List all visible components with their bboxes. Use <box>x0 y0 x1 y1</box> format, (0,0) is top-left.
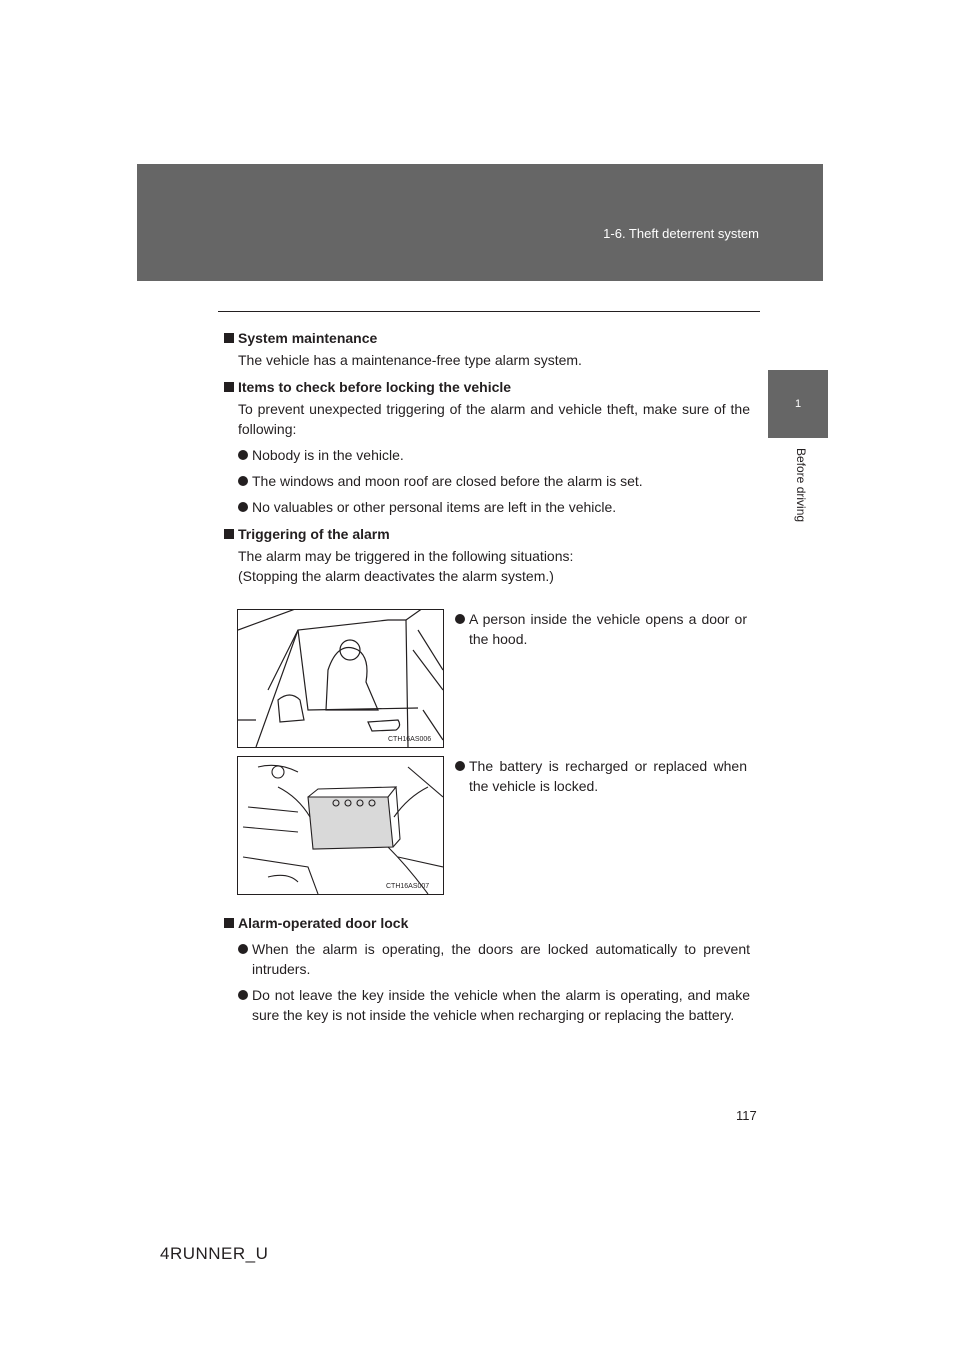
list-item: A person inside the vehicle opens a door or the hood. <box>455 609 747 649</box>
bullet-dot-icon <box>238 450 248 460</box>
bullet-dot-icon <box>238 990 248 1000</box>
paragraph: To prevent unexpected triggering of the alarm and vehicle theft, make sure of the following: <box>238 401 750 437</box>
list-item: Nobody is in the vehicle. <box>238 445 750 465</box>
heading-triggering: Triggering of the alarm <box>224 524 750 544</box>
square-bullet-icon <box>224 529 234 539</box>
list-item: The windows and moon roof are closed before the alarm is set. <box>238 471 750 491</box>
chapter-number: 1 <box>794 398 802 410</box>
model-code: 4RUNNER_U <box>160 1244 269 1263</box>
battery-illustration-icon <box>238 757 443 894</box>
list-item: No valuables or other personal items are left in the vehicle. <box>238 497 750 517</box>
figure-caption <box>455 756 747 796</box>
illustration-door-open <box>237 609 444 748</box>
car-door-illustration-icon <box>238 610 443 747</box>
svg-text:CTH16AS006: CTH16AS006 <box>388 736 432 743</box>
heading-door-lock: Alarm-operated door lock <box>224 913 750 933</box>
heading-items-to-check: Items to check before locking the vehicle <box>224 377 750 397</box>
page-number: 117 <box>736 1108 757 1123</box>
bullet-dot-icon <box>238 476 248 486</box>
figure-caption <box>455 609 747 649</box>
bullet-dot-icon <box>238 944 248 954</box>
heading-system-maintenance: System maintenance <box>224 328 750 348</box>
door-lock-section <box>224 913 750 1025</box>
chapter-tab <box>768 370 828 438</box>
list-item: The battery is recharged or replaced when the vehicle is locked. <box>455 756 747 796</box>
paragraph: The vehicle has a maintenance-free type alarm system. <box>238 352 582 368</box>
bullet-dot-icon <box>238 502 248 512</box>
paragraph: The alarm may be triggered in the following situations: (Stopping the alarm deactivates the alarm system.) <box>238 548 574 584</box>
header-band <box>137 164 823 281</box>
illustration-battery <box>237 756 444 895</box>
top-rule <box>218 311 760 312</box>
square-bullet-icon <box>224 382 234 392</box>
svg-text:CTH16AS007: CTH16AS007 <box>386 883 430 890</box>
section-title: 1-6. Theft deterrent system <box>603 226 759 241</box>
main-content <box>224 328 750 586</box>
bullet-dot-icon <box>455 614 465 624</box>
list-item: Do not leave the key inside the vehicle when the alarm is operating, and make sure the key is not inside the vehicle when recharging or replacing the battery. <box>238 985 750 1025</box>
list-item: When the alarm is operating, the doors are locked automatically to prevent intruders. <box>238 939 750 979</box>
chapter-label: Before driving <box>794 448 808 523</box>
square-bullet-icon <box>224 918 234 928</box>
bullet-dot-icon <box>455 761 465 771</box>
square-bullet-icon <box>224 333 234 343</box>
